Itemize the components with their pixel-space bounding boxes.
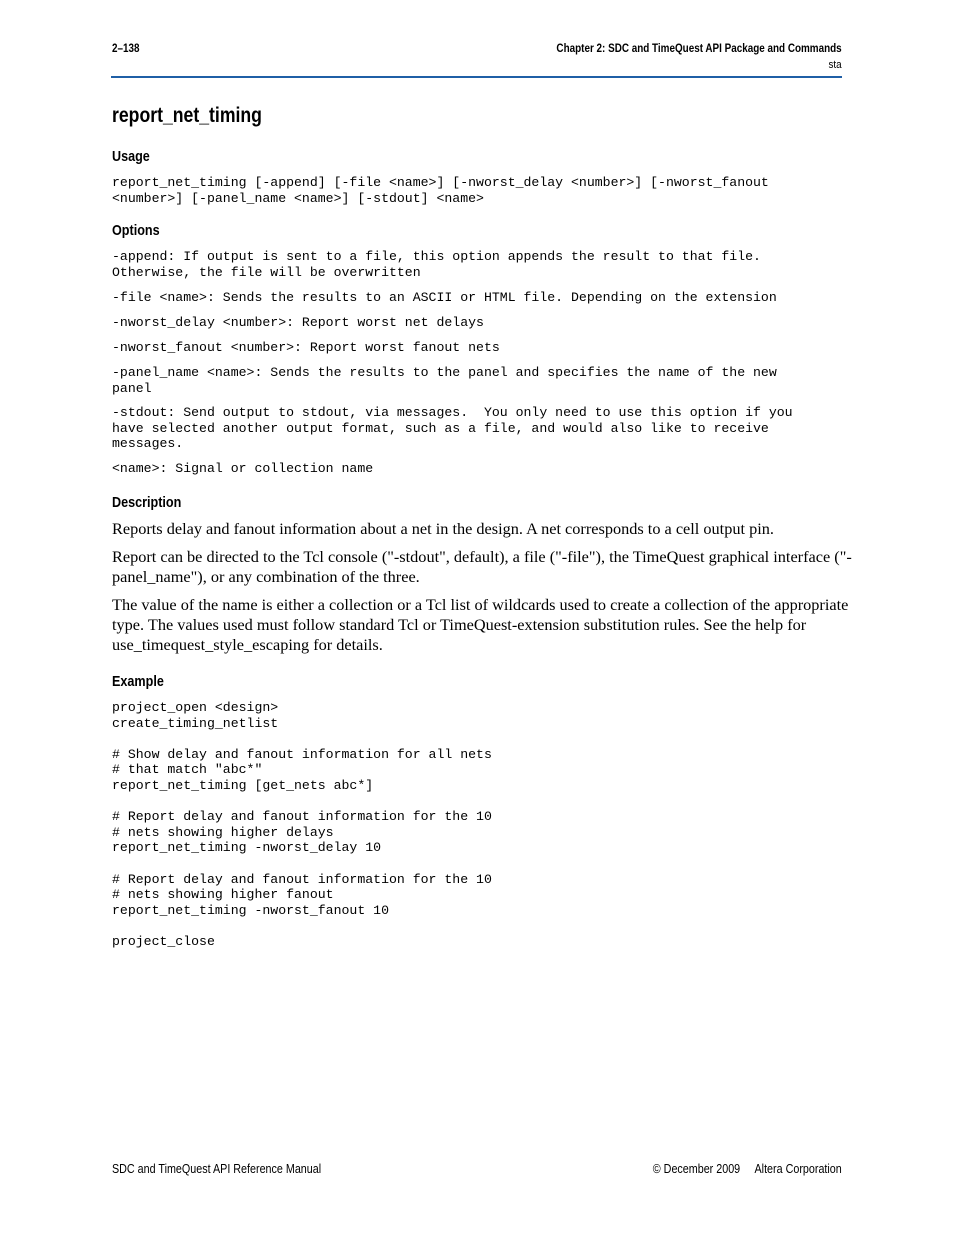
example-line: # Report delay and fanout information for the 10	[112, 809, 492, 825]
description-paragraph: The value of the name is either a collection or a Tcl list of wildcards used to create a collection of the appropriate type. The values used must follow standard Tcl or TimeQuest-extension substitution rules. See the help for use_timequest_style_escaping for details.	[112, 595, 849, 654]
option-line: -panel_name <name>: Sends the results to the panel and specifies the name of the new	[112, 365, 777, 380]
description-paragraph: Report can be directed to the Tcl console ("-stdout", default), a file ("-file"), the TimeQuest graphical interface ("-panel_name"), or any combination of the three.	[112, 547, 852, 586]
example-line: # Show delay and fanout information for all nets	[112, 746, 492, 762]
option-line: -stdout: Send output to stdout, via messages. You only need to use this option if you	[112, 405, 793, 420]
example-line: report_net_timing -nworst_delay 10	[112, 840, 382, 856]
example-line: create_timing_netlist	[112, 715, 279, 731]
footer-company: Altera Corporation	[754, 1162, 842, 1176]
footer-manual-title: SDC and TimeQuest API Reference Manual	[112, 1162, 322, 1176]
option-line: have selected another output format, such as a file, and would also like to receive	[112, 420, 769, 436]
option-nworst-delay	[112, 315, 484, 331]
option-append	[112, 249, 761, 280]
option-line: messages.	[112, 436, 184, 452]
package-name: sta	[828, 59, 842, 71]
option-line: -nworst_fanout <number>: Report worst fanout nets	[112, 340, 500, 355]
example-heading: Example	[112, 673, 164, 690]
option-nworst-fanout	[112, 340, 500, 356]
example-line: # nets showing higher fanout	[112, 887, 334, 903]
footer-copyright	[653, 1162, 842, 1176]
option-line: <name>: Signal or collection name	[112, 461, 374, 476]
footer-date: © December 2009	[653, 1162, 741, 1176]
usage-code	[112, 175, 769, 206]
example-code	[112, 700, 492, 950]
option-line: -file <name>: Sends the results to an ASCII or HTML file. Depending on the extension	[112, 290, 777, 305]
example-line: # that match "abc*"	[112, 762, 263, 778]
options-heading: Options	[112, 222, 160, 239]
example-line: project_open <design>	[112, 700, 279, 715]
option-panel-name	[112, 365, 777, 396]
usage-heading: Usage	[112, 148, 150, 165]
description-heading: Description	[112, 494, 182, 511]
option-line: -nworst_delay <number>: Report worst net delays	[112, 315, 484, 330]
header-rule	[111, 76, 842, 78]
example-line: # nets showing higher delays	[112, 824, 334, 840]
option-stdout	[112, 405, 793, 452]
page-number: 2–138	[112, 43, 140, 55]
description-paragraph: Reports delay and fanout information about a net in the design. A net corresponds to a cell output pin.	[112, 519, 774, 538]
option-file	[112, 290, 777, 306]
usage-line: report_net_timing [-append] [-file <name>] [-nworst_delay <number>] [-nworst_fanout	[112, 175, 769, 190]
example-line: report_net_timing -nworst_fanout 10	[112, 902, 389, 918]
option-name	[112, 461, 373, 477]
example-line: # Report delay and fanout information for the 10	[112, 871, 492, 887]
option-line: panel	[112, 380, 152, 396]
usage-line: <number>] [-panel_name <name>] [-stdout] <name>	[112, 190, 484, 206]
example-line: project_close	[112, 933, 215, 949]
command-title: report_net_timing	[112, 104, 262, 127]
option-line: Otherwise, the file will be overwritten	[112, 264, 421, 280]
chapter-title: Chapter 2: SDC and TimeQuest API Package and Commands	[556, 43, 842, 55]
option-line: -append: If output is sent to a file, this option appends the result to that file.	[112, 249, 761, 264]
example-line: report_net_timing [get_nets abc*]	[112, 777, 374, 793]
